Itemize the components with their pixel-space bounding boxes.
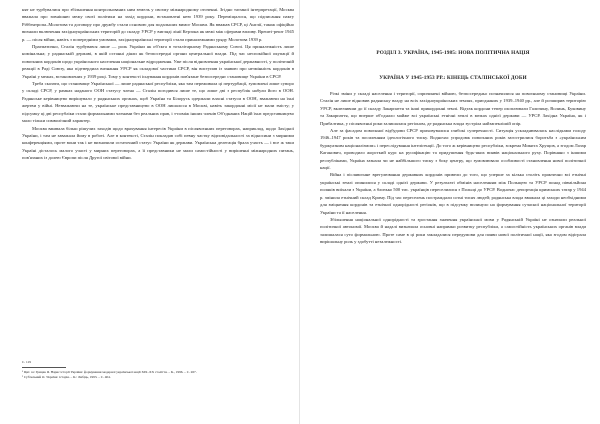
right-paragraph-4: Збільшення національної однорідності та зростання значення української мови у Радянській Україні не означали реальної політичної автономії. Москва й надалі визначала основні напрямки розвитку республіки, а самостійність українських органів влади залишалася суто формальною. Проте саме в ці роки закладалися передумови для появи нової політичної нації, яка згодом відіграла вирішальну роль у здобутті незалежності. (320, 216, 586, 245)
footnotes (22, 360, 292, 380)
left-paragraph-1: нят не турбувалися про збільшення контрольованих ним земель у своєму міжнародному оточенні. Згідно таємної інтерпретації, Москва вважала про зовнішню межу своєї політики на захід кордони, встановлені нею 1939 року. Переміщалося, що підписання пакту Ріббентропа–Молотова та договору про дружбу стали основою для подальших вимог Москви. Як вважав СРСР, ці Англії, також офіційно визнали включення західноукраїнських територій до складу УРСР у вигляді лінії Керзона як межі між сферами впливу. Врешті-решт 1945 р. — після війни, навіть з попередніми умовами, західноукраїнські території стали приналежними уряду Молотова 1939 р. (22, 7, 294, 42)
chapter-title: РОЗДІЛ 3. УКРАЇНА, 1945-1985: НОВА ПОЛІТИЧНА НАЦІЯ (376, 50, 530, 56)
page-number: С. 119 (22, 360, 31, 364)
section-title: УКРАЇНА У 1945-1953 РР.: КІНЕЦЬ СТАЛІНСЬКОЇ ДОБИ (379, 75, 527, 81)
left-paragraph-2: Прагматично, Сталін турбувався лише — роль України як об'єкта в тоталітарному Радянському Союзі. Ця приналежність лише номінальна; у радянській державі, в якій останні діяли як безпосередні органи центральної влади. Під час неспокійної окупації й повоєнних кордонів щодо українського населення національне відродження. Уже після відновлення української державності, у політичній реакції в Раді Союзу, яка підтвердила визнання УРСР як складової частини СРСР, він виступив із заявою про незмінність кордонів в Україні у межах, встановлених у 1939 році. Тому у контексті існування кордонів пов'язане безпосереднє становище України в СРСР. (22, 44, 294, 79)
right-paragraph-3: Війна і післявоєнне врегулювання державних кордонів привели до того, що уперше за кілька століть практично всі етнічні українські землі опинилися у складі однієї держави. У результаті обмінів населенням між Польщею та УРСР понад півмільйона поляків виїхали з України, а близько 500 тис. українців переселилися з Польщі до УРСР. Водночас депортація кримських татар у 1944 р. змінила етнічний склад Криму. Під час переселень постраждали сотні тисяч людей; радянська влада вважала ці заходи необхідними для зміцнення кордонів та етнічної однорідності регіонів, що в підсумку вплинуло на формування сучасної національної території України та її населення. (320, 172, 586, 215)
footnote-2: ² Субтельний О. Україна: історія. – К.: Либідь, 1993. – С. 404. (22, 375, 111, 379)
left-paragraph-4: Москва вживала більш рішучих заходів щодо врахування інтересів України в післявоєнних переговорах, наприклад, щодо Західної України, і там не заважала йому в роботі. Але в контексті, Сталін покладав собі певну частку відповідальності за відносини з мирними конференціями, проте вони так і не визначили остаточний статус України як держави. Українська делегація брала участь — і все ж таки Україні дісталось малого участі у мирних переговорах, а її представники не мали самостійності у вирішенні міжнародних питань, пов'язаних із долею Європи після Другої світової війни. (22, 125, 294, 161)
footnote-1: ¹ Цит. за: Грицак Я. Нарис історії України: формування модерної української нації XIX–XX століття. – К., 1996. – С. 267. (22, 370, 197, 374)
right-paragraph-2: Але за фасадом повоєнної відбудови СРСР приховувалися глибокі суперечності. Ситуація ускладнювалась наслідками голоду 1946–1947 років та посиленням ідеологічного тиску. Водночас упродовж повоєнних років загострилися боротьба з «українським буржуазним націоналізмом» і переслідування інтелігенції. До того ж керівництво республіки, зокрема Микита Хрущов, а згодом Лазар Каганович, проводило жорсткий курс на русифікацію та придушення будь-яких виявів національного руху. Порівняно з іншими республіками, Україна зазнала чи не найбільшого тиску з боку центру, що зумовлювало особливості становлення нової політичної нації. (320, 128, 586, 171)
right-paragraph-1: Різкі зміни у складі населення і території, спричинені війною, безпосередньо позначилися на повоєнному становищі України. Сталін не лише відновив радянську владу на всіх західноукраїнських землях, приєднаних у 1939–1940 рр., але й розширив територію УРСР, включивши до її складу Закарпаття та інші прикордонні землі. Відтак кордони тепер охоплювали Галичину, Волинь, Буковину та Закарпаття, що вперше об'єднало майже всі українські етнічні землі в межах однієї держави — УРСР. Західна Україна, як і Прибалтика, у післявоєнні роки залишалася регіоном, де радянська влада зустріла найзапеклішій опір. (320, 91, 586, 126)
right-page (300, 0, 600, 424)
left-paragraph-3: Треба сказати, що становище Української — лише радянської республіки, яка там переживала ці пертурбації, зумовлені лише суворо у складі СРСР, у рамках наданого ООН статусу члена — Сталін погодився лише те, що лише дві з республік набули його в ООН. Радянське керівництво вирішувало у радянських органах, щоб Україна та Білорусь одержали власні статуси в ООН, зважаючи на їхні жертви у війні. Незважаючи на те, українське представництво в ООН лишалося в Москві, навіть закордонні місії не мали змісту; у підсумку ці дві республіки стали формальними членами без реальних прав, і з-поміж інших членів Об'єднаних Націй їхнє представництво мало тільки символічний характер. (22, 81, 294, 124)
footnote-divider (22, 367, 66, 368)
